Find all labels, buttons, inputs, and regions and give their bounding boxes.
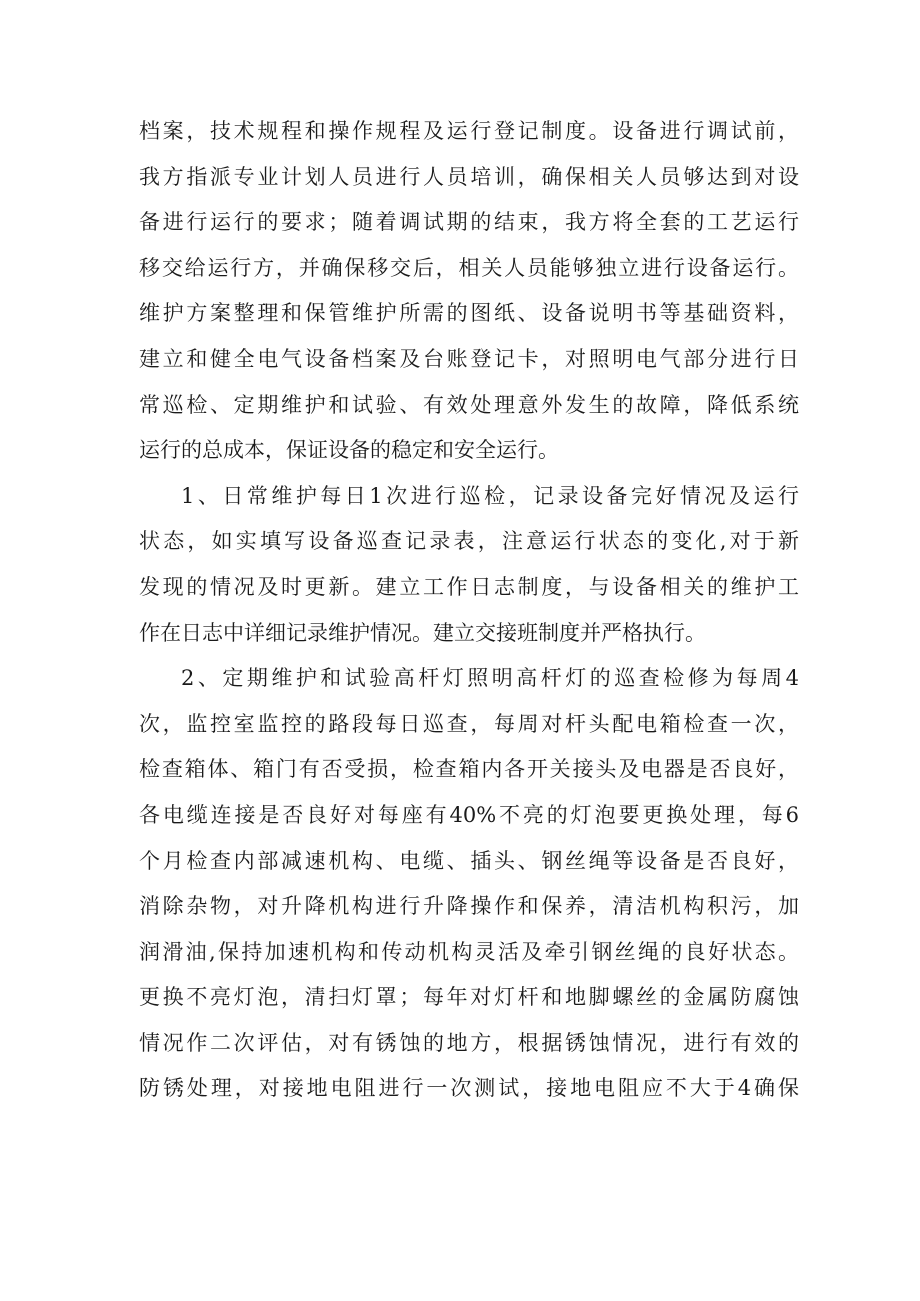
text-line: 我方指派专业计划人员进行人员培训，确保相关人员够达到对设 <box>139 164 799 189</box>
text-line: 常巡检、定期维护和试验、有效处理意外发生的故障，降低系统 <box>139 392 799 417</box>
text-line: 状态，如实填写设备巡查记录表，注意运行状态的变化,对于新 <box>139 529 799 554</box>
paragraph-2-start: 2、定期维护和试验高杆灯照明高杆灯的巡查检修为每周4 <box>181 666 799 691</box>
text-line: 移交给运行方，并确保移交后，相关人员能够独立进行设备运行。 <box>139 255 799 280</box>
text-line: 发现的情况及时更新。建立工作日志制度，与设备相关的维护工 <box>139 574 799 599</box>
text-line: 运行的总成本，保证设备的稳定和安全运行。 <box>139 438 559 463</box>
text-line: 消除杂物，对升降机构进行升降操作和保养，清洁机构积污，加 <box>139 894 799 919</box>
text-line: 防锈处理，对接地电阻进行一次测试，接地电阻应不大于4确保 <box>139 1076 799 1101</box>
text-line: 检查箱体、箱门有否受损，检查箱内各开关接头及电器是否良好， <box>139 757 799 782</box>
body-text <box>139 109 799 1112</box>
text-line: 建立和健全电气设备档案及台账登记卡，对照明电气部分进行日 <box>139 346 799 371</box>
text-line: 更换不亮灯泡，清扫灯罩；每年对灯杆和地脚螺丝的金属防腐蚀 <box>139 985 799 1010</box>
text-line: 各电缆连接是否良好对每座有40%不亮的灯泡要更换处理，每6 <box>139 802 799 827</box>
text-line: 作在日志中详细记录维护情况。建立交接班制度并严格执行。 <box>139 620 706 645</box>
text-line: 维护方案整理和保管维护所需的图纸、设备说明书等基础资料， <box>139 301 799 326</box>
text-line: 个月检查内部减速机构、电缆、插头、钢丝绳等设备是否良好， <box>139 848 799 873</box>
text-line: 备进行运行的要求；随着调试期的结束，我方将全套的工艺运行 <box>139 210 799 235</box>
text-line: 档案，技术规程和操作规程及运行登记制度。设备进行调试前， <box>139 119 799 143</box>
text-line: 情况作二次评估，对有锈蚀的地方，根据锈蚀情况，进行有效的 <box>139 1030 799 1055</box>
paragraph-1-start: 1、日常维护每日1次进行巡检，记录设备完好情况及运行 <box>181 483 799 508</box>
text-line: 次，监控室监控的路段每日巡查，每周对杆头配电箱检查一次， <box>139 711 799 736</box>
text-line: 润滑油,保持加速机构和传动机构灵活及牵引钢丝绳的良好状态。 <box>139 939 799 964</box>
